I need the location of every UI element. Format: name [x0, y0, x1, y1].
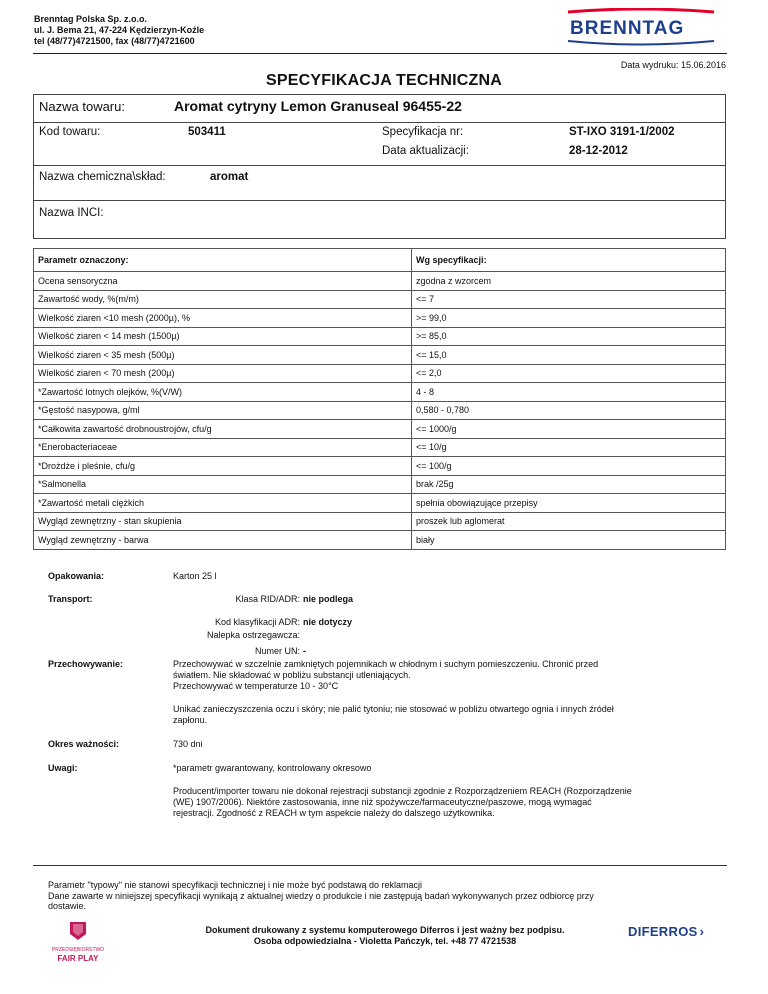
- spec-value-cell: <= 100/g: [412, 457, 726, 476]
- spec-value-cell: zgodna z wzorcem: [412, 272, 726, 291]
- col-header-spec: Wg specyfikacji:: [412, 249, 726, 272]
- spec-value-cell: 4 - 8: [412, 383, 726, 402]
- table-header-row: [34, 249, 726, 272]
- table-row: [34, 512, 726, 531]
- spec-label: Specyfikacja nr:: [382, 126, 464, 138]
- footer-center: [160, 925, 610, 947]
- adr-label: Kod klasyfikacji ADR:: [214, 617, 300, 627]
- product-value: Aromat cytryny Lemon Granuseal 96455-22: [174, 98, 462, 114]
- table-row: [34, 420, 726, 439]
- update-label: Data aktualizacji:: [382, 145, 469, 157]
- code-value: 503411: [188, 126, 226, 138]
- spec-value: ST-IXO 3191-1/2002: [569, 126, 675, 138]
- product-name-box: [33, 94, 726, 123]
- storage-line-3: Przechowywać w temperaturze 10 - 30°C: [173, 681, 339, 691]
- storage-label: Przechowywanie:: [48, 659, 124, 669]
- parameter-cell: *Gęstość nasypowa, g/ml: [34, 401, 412, 420]
- company-address: ul. J. Bema 21, 47-224 Kędzierzyn-Koźle: [34, 25, 205, 35]
- diferros-logo: [628, 924, 704, 939]
- parameter-cell: *Enerobacteriaceae: [34, 438, 412, 457]
- spec-value-cell: spełnia obowiązujące przepisy: [412, 494, 726, 513]
- fair-play-small: PRZEDSIĘBIORSTWO: [51, 947, 105, 953]
- storage-line-5: zapłonu.: [173, 715, 208, 725]
- fair-play-text: FAIR PLAY: [57, 954, 99, 963]
- brenntag-logo: [560, 8, 720, 48]
- rid-value: nie podlega: [303, 594, 354, 604]
- table-row: [34, 327, 726, 346]
- parameter-cell: Wielkość ziaren < 70 mesh (200µ): [34, 364, 412, 383]
- notes-line-1: *parametr gwarantowany, kontrolowany okresowo: [173, 763, 372, 773]
- storage-line-1: Przechowywać w szczelnie zamkniętych pojemnikach w chłodnym i suchym pomieszczeniu. Chronić przed: [173, 659, 599, 669]
- table-row: [34, 383, 726, 402]
- footer-divider: [33, 865, 727, 866]
- footer-note-3: dostawie.: [48, 901, 87, 911]
- table-row: [34, 531, 726, 550]
- code-box: [33, 122, 726, 166]
- storage-text: [173, 659, 723, 726]
- table-row: [34, 475, 726, 494]
- parameter-cell: Wielkość ziaren < 35 mesh (500µ): [34, 346, 412, 365]
- spec-value-cell: <= 7: [412, 290, 726, 309]
- update-value: 28-12-2012: [569, 145, 628, 157]
- company-name: Brenntag Polska Sp. z.o.o.: [34, 14, 148, 24]
- table-row: [34, 438, 726, 457]
- print-date: Data wydruku: 15.06.2016: [620, 60, 726, 70]
- chem-value: aromat: [210, 171, 249, 183]
- parameter-cell: Wygląd zewnętrzny - stan skupienia: [34, 512, 412, 531]
- inci-box: [33, 200, 726, 239]
- notes-line-2: Producent/importer towaru nie dokonał rejestracji substancji zgodnie z Rozporządzeniem REACH (Rozporządzenie: [173, 786, 632, 796]
- rid-label: Klasa RID/ADR:: [235, 594, 300, 604]
- product-label: Nazwa towaru:: [39, 99, 125, 114]
- notes-text: [173, 763, 723, 819]
- spec-value-cell: >= 99,0: [412, 309, 726, 328]
- spec-value-cell: <= 10/g: [412, 438, 726, 457]
- table-row: [34, 494, 726, 513]
- chem-box: [33, 165, 726, 201]
- packaging-value: Karton 25 l: [173, 571, 217, 581]
- parameter-cell: *Zawartość lotnych olejków, %(V/W): [34, 383, 412, 402]
- transport-label: Transport:: [48, 594, 93, 604]
- parameter-cell: *Całkowita zawartość drobnoustrojów, cfu/g: [34, 420, 412, 439]
- shelf-label: Okres ważności:: [48, 739, 120, 749]
- spec-value-cell: proszek lub aglomerat: [412, 512, 726, 531]
- table-row: [34, 346, 726, 365]
- parameters-table: [33, 248, 726, 550]
- parameter-cell: Wielkość ziaren < 14 mesh (1500µ): [34, 327, 412, 346]
- table-row: [34, 309, 726, 328]
- un-label: Numer UN:: [254, 646, 300, 656]
- company-phone: tel (48/77)4721500, fax (48/77)4721600: [34, 36, 195, 46]
- notes-line-3: (WE) 1907/2006). Niektóre zastosowania, inne niż spożywcze/farmaceutyczne/paszowe, mogą wymagać: [173, 797, 592, 807]
- col-header-parameter: Parametr oznaczony:: [34, 249, 412, 272]
- notes-label: Uwagi:: [48, 763, 78, 773]
- table-row: [34, 364, 726, 383]
- table-row: [34, 457, 726, 476]
- spec-value-cell: >= 85,0: [412, 327, 726, 346]
- footer-center-2: Osoba odpowiedzialna - Violetta Pańczyk, tel. +48 77 4721538: [253, 936, 517, 946]
- footer-note: [48, 880, 708, 912]
- diferros-text: DIFERROS: [628, 924, 698, 939]
- parameter-cell: Wygląd zewnętrzny - barwa: [34, 531, 412, 550]
- page-title: SPECYFIKACJA TECHNICZNA: [265, 72, 503, 89]
- adr-value: nie dotyczy: [303, 617, 353, 627]
- footer-note-2: Dane zawarte w niniejszej specyfikacji wynikają z aktualnej wiedzy o produkcie i nie zastępują badań wykonywanych przez odbiorcę przy: [48, 890, 594, 901]
- footer-center-1: Dokument drukowany z systemu komputerowego Diferros i jest ważny bez podpisu.: [205, 925, 565, 935]
- parameter-cell: *Zawartość metali ciężkich: [34, 494, 412, 513]
- storage-line-2: światłem. Nie składować w pobliżu substancji utleniających.: [173, 670, 411, 680]
- spec-value-cell: <= 15,0: [412, 346, 726, 365]
- spec-value-cell: <= 1000/g: [412, 420, 726, 439]
- notes-line-4: rejestracji. Zgodność z REACH w tym aspekcie należy do dalszego użytkownika.: [173, 808, 495, 818]
- inci-label: Nazwa INCI:: [39, 207, 104, 219]
- table-row: [34, 290, 726, 309]
- parameter-cell: Zawartość wody, %(m/m): [34, 290, 412, 309]
- spec-value-cell: brak /25g: [412, 475, 726, 494]
- fair-play-logo: [48, 920, 108, 964]
- header-divider: [33, 53, 727, 54]
- footer-note-1: Parametr "typowy" nie stanowi specyfikacji technicznej i nie może być podstawą do reklamacji: [48, 880, 423, 890]
- table-row: [34, 401, 726, 420]
- code-label: Kod towaru:: [39, 126, 101, 138]
- spec-value-cell: biały: [412, 531, 726, 550]
- spec-value-cell: <= 2,0: [412, 364, 726, 383]
- sticker-label: Nalepka ostrzegawcza:: [206, 630, 300, 640]
- parameter-cell: Wielkość ziaren <10 mesh (2000µ), %: [34, 309, 412, 328]
- un-value: -: [303, 646, 306, 656]
- logo-text: BRENNTAG: [570, 18, 685, 39]
- company-block: [34, 14, 204, 47]
- chem-label: Nazwa chemiczna\skład:: [39, 171, 166, 183]
- parameter-cell: Ocena sensoryczna: [34, 272, 412, 291]
- spec-value-cell: 0,580 - 0,780: [412, 401, 726, 420]
- shelf-value: 730 dni: [173, 739, 203, 749]
- packaging-label: Opakowania:: [48, 571, 105, 581]
- storage-line-4: Unikać zanieczyszczenia oczu i skóry; nie palić tytoniu; nie stosować w pobliżu otwartego ognia i innych źródeł: [173, 704, 614, 714]
- table-row: [34, 272, 726, 291]
- chevron-right-icon: ›: [699, 924, 705, 939]
- parameter-cell: *Salmonella: [34, 475, 412, 494]
- parameter-cell: *Drożdże i pleśnie, cfu/g: [34, 457, 412, 476]
